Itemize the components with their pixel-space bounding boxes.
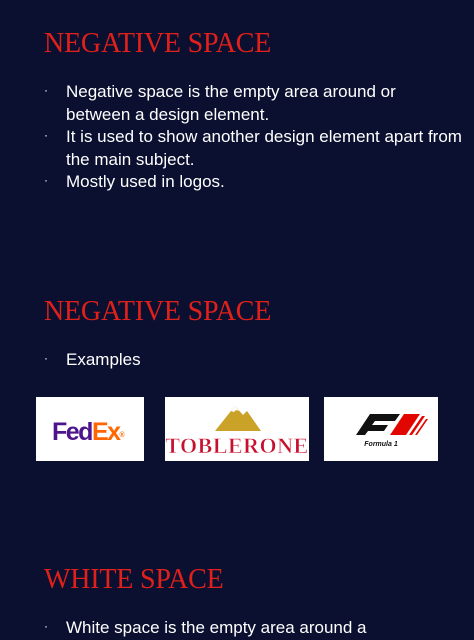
bullet-item: [44, 617, 464, 640]
bullet-item: [44, 171, 464, 194]
bullet-dot-icon: ·: [44, 351, 48, 365]
section-title-negative-space-examples: NEGATIVE SPACE: [44, 296, 272, 327]
bullet-text: Negative space is the empty area around or between a design element.: [66, 82, 396, 124]
bullet-dot-icon: ·: [44, 128, 48, 142]
fedex-ex-text: Ex: [91, 418, 120, 446]
fedex-logo: [36, 397, 144, 461]
bullet-text: Examples: [66, 350, 141, 369]
bullet-dot-icon: ·: [44, 83, 48, 97]
fedex-logo-graphic: [36, 397, 144, 461]
bullet-dot-icon: ·: [44, 619, 48, 633]
bullet-dot-icon: ·: [44, 173, 48, 187]
bullet-item: [44, 81, 464, 126]
toblerone-logo-graphic: [165, 397, 309, 461]
formula1-subtitle-text: Formula 1: [364, 441, 398, 448]
bullet-list-examples: [44, 349, 464, 372]
bullet-text: White space is the empty area around a: [66, 618, 367, 637]
section-title-white-space: WHITE SPACE: [44, 564, 224, 595]
bullet-item: [44, 126, 464, 171]
bullet-list-white-space: [44, 617, 464, 640]
bullet-text: Mostly used in logos.: [66, 172, 225, 191]
bullet-text: It is used to show another design element apart from the main subject.: [66, 127, 462, 169]
bullet-item: [44, 349, 464, 372]
toblerone-logo: [165, 397, 309, 461]
formula1-logo: [324, 397, 438, 461]
toblerone-wordmark: TOBLERONE: [165, 433, 309, 458]
formula1-logo-graphic: [324, 397, 438, 461]
fedex-registered-mark: ®: [119, 432, 124, 439]
bullet-list-definition: [44, 81, 464, 194]
svg-text:FedEx®: [52, 418, 126, 446]
section-title-negative-space: NEGATIVE SPACE: [44, 28, 272, 59]
fedex-fed-text: Fed: [52, 418, 92, 446]
